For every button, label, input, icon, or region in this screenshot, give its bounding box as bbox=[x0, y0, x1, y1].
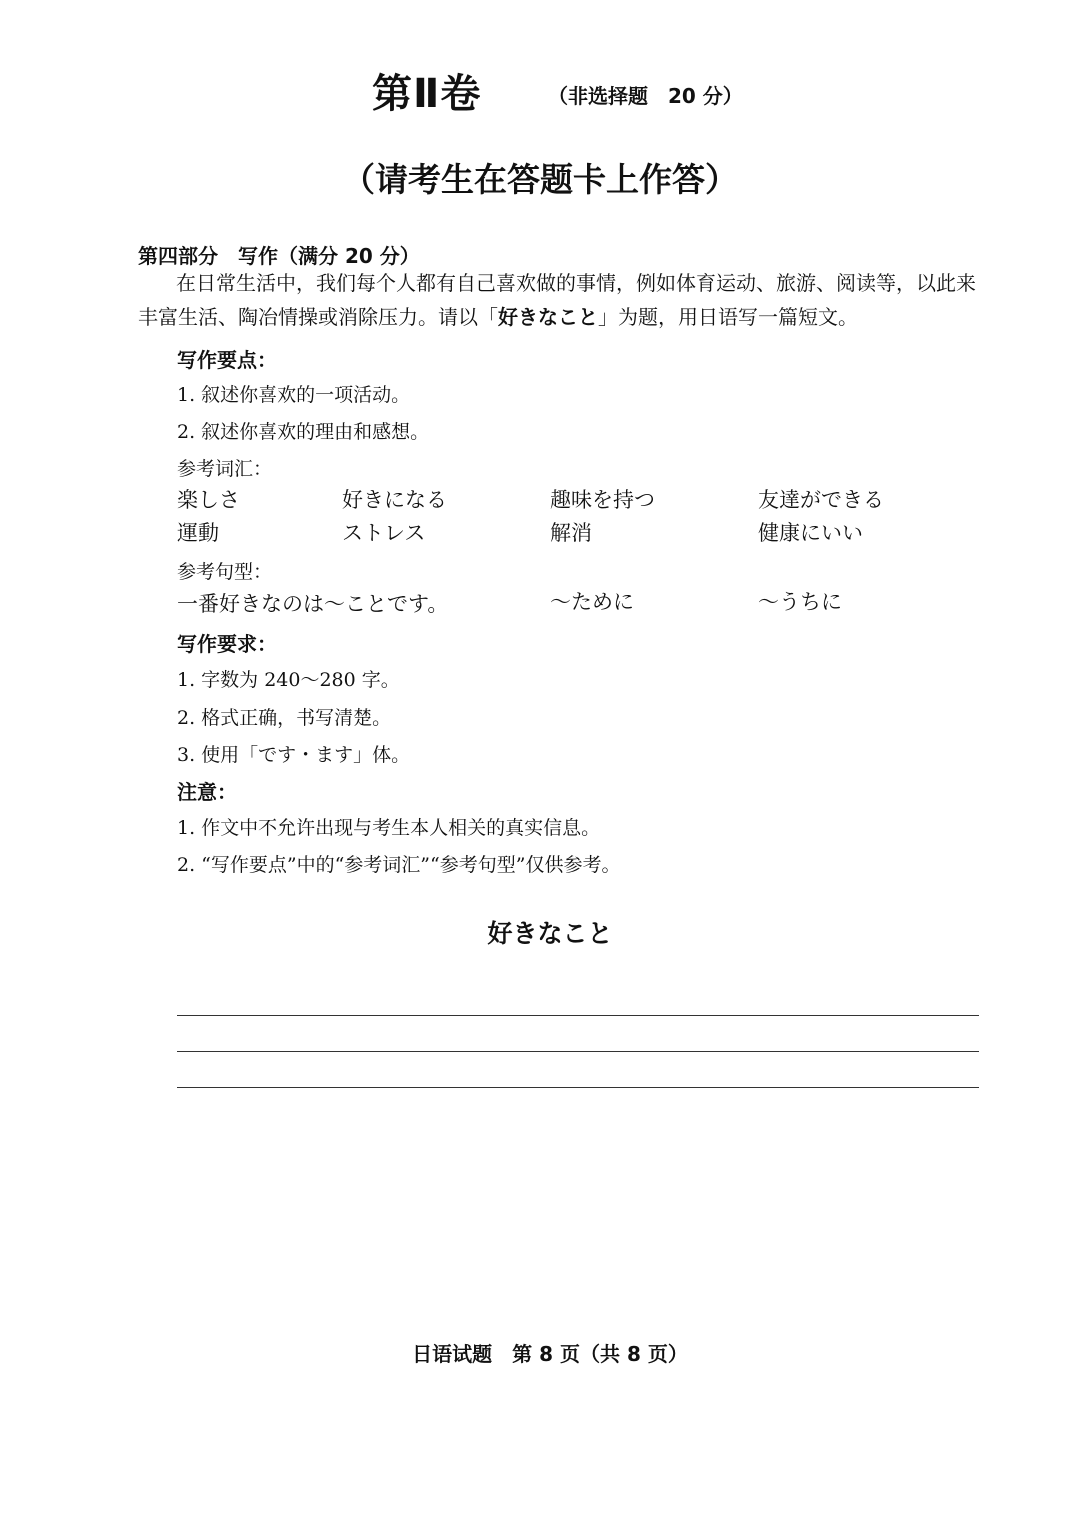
answer-line[interactable] bbox=[177, 1087, 979, 1088]
notes-heading: 注意： bbox=[177, 780, 237, 804]
sentence-pattern: 〜ために bbox=[550, 590, 634, 614]
note-item: 1. 作文中不允许出现与考生本人相关的真实信息。 bbox=[177, 817, 601, 839]
vocabulary-word: 運動 bbox=[177, 521, 219, 545]
section-heading: 第四部分 写作（满分 20 分） bbox=[138, 244, 420, 268]
key-points-heading: 写作要点： bbox=[177, 348, 277, 372]
prompt-text-2: 」为题，用日语写一篇短文。 bbox=[598, 305, 858, 329]
vocabulary-word: 友達ができる bbox=[758, 488, 884, 512]
page-footer: 日语试题 第 8 页（共 8 页） bbox=[412, 1342, 688, 1366]
key-point-item: 1. 叙述你喜欢的一项活动。 bbox=[177, 384, 411, 406]
vocabulary-word: ストレス bbox=[342, 521, 426, 545]
requirement-item: 1. 字数为 240〜280 字。 bbox=[177, 669, 400, 691]
sentence-patterns-heading: 参考句型： bbox=[177, 561, 273, 583]
vocabulary-word: 趣味を持つ bbox=[550, 488, 655, 512]
answer-line[interactable] bbox=[177, 1015, 979, 1016]
prompt-text-1: 在日常生活中，我们每个人都有自己喜欢做的事情，例如体育运动、旅游、阅读等，以此来丰富生活、陶冶情操或消除压力。请以「 bbox=[138, 271, 976, 329]
vocabulary-word: 健康にいい bbox=[758, 521, 863, 545]
essay-title: 好きなこと bbox=[487, 919, 613, 948]
sentence-pattern: 〜うちに bbox=[758, 590, 842, 614]
sentence-pattern: 一番好きなのは〜ことです。 bbox=[177, 592, 449, 616]
writing-prompt bbox=[138, 266, 978, 334]
vocabulary-word: 楽しさ bbox=[177, 488, 240, 512]
note-item: 2. “写作要点”中的“参考词汇”“参考句型”仅供参考。 bbox=[177, 854, 621, 876]
volume-title: 第Ⅱ卷 bbox=[372, 71, 482, 117]
answer-instruction: （请考生在答题卡上作答） bbox=[342, 160, 738, 199]
vocabulary-word: 解消 bbox=[550, 521, 592, 545]
key-point-item: 2. 叙述你喜欢的理由和感想。 bbox=[177, 421, 430, 443]
prompt-topic: 好きなこと bbox=[498, 305, 598, 329]
requirements-heading: 写作要求： bbox=[177, 632, 277, 656]
vocabulary-word: 好きになる bbox=[342, 488, 447, 512]
requirement-item: 3. 使用「です・ます」体。 bbox=[177, 744, 411, 766]
requirement-item: 2. 格式正确，书写清楚。 bbox=[177, 707, 392, 729]
vocabulary-heading: 参考词汇： bbox=[177, 458, 273, 480]
volume-note: （非选择题 20 分） bbox=[548, 84, 743, 108]
answer-line[interactable] bbox=[177, 1051, 979, 1052]
